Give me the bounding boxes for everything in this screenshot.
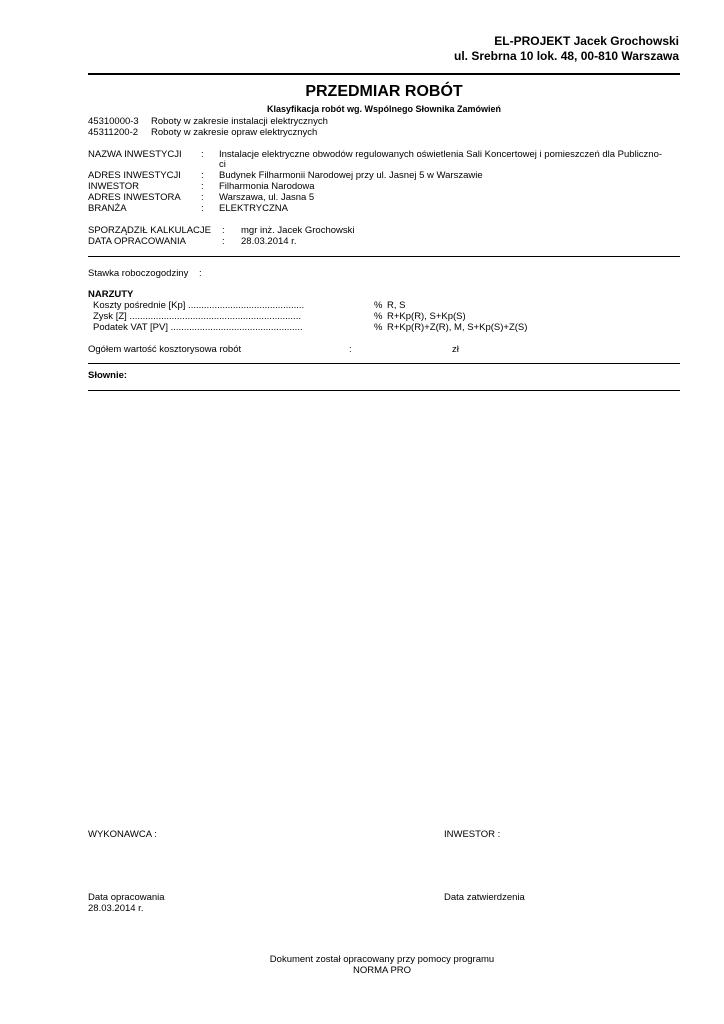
surcharge-basis: R, S bbox=[387, 300, 406, 311]
field-label: Ogółem wartość kosztorysowa robót bbox=[88, 344, 242, 355]
field-value: ELEKTRYCZNA bbox=[219, 203, 288, 214]
section-divider bbox=[88, 390, 680, 391]
section-divider bbox=[88, 256, 680, 257]
header-divider bbox=[88, 73, 680, 75]
footer-line2: NORMA PRO bbox=[352, 965, 412, 976]
field-colon: : bbox=[201, 203, 204, 214]
field-colon: : bbox=[222, 236, 225, 247]
field-colon: : bbox=[349, 344, 352, 355]
field-value: Instalacje elektryczne obwodów regulowanych oświetlenia Sali Koncertowej i pomieszczeń dla Publiczno- bbox=[219, 149, 663, 160]
surcharge-unit: % bbox=[374, 322, 383, 333]
surcharge-basis: R+Kp(R), S+Kp(S) bbox=[387, 311, 466, 322]
field-colon: : bbox=[201, 181, 204, 192]
footer-line1: Dokument został opracowany przy pomocy programu bbox=[269, 954, 495, 965]
field-label: NAZWA INWESTYCJI bbox=[88, 149, 182, 160]
field-colon: : bbox=[201, 170, 204, 181]
surcharge-unit: % bbox=[374, 311, 383, 322]
field-currency: zł bbox=[452, 344, 459, 355]
contractor-signature-label: WYKONAWCA : bbox=[88, 829, 157, 840]
approval-date-label: Data zatwierdzenia bbox=[444, 892, 525, 903]
company-name: EL-PROJEKT Jacek Grochowski bbox=[494, 34, 679, 48]
field-label: ADRES INWESTORA bbox=[88, 192, 181, 203]
field-label: DATA OPRACOWANIA bbox=[88, 236, 187, 247]
field-value: mgr inż. Jacek Grochowski bbox=[241, 225, 355, 236]
page-title: PRZEDMIAR ROBÓT bbox=[305, 83, 463, 100]
field-label: Stawka roboczogodziny bbox=[88, 268, 189, 279]
surcharge-label: Koszty pośrednie [Kp] ............................................ bbox=[93, 300, 305, 311]
surcharge-label: Zysk [Z] ................................................................. bbox=[93, 311, 301, 322]
investor-signature-label: INWESTOR : bbox=[444, 829, 501, 840]
field-value: Budynek Filharmonii Narodowej przy ul. Jasnej 5 w Warszawie bbox=[219, 170, 483, 181]
field-colon: : bbox=[201, 192, 204, 203]
classification-code: 45310000-3 bbox=[88, 116, 139, 127]
field-label: ADRES INWESTYCJI bbox=[88, 170, 181, 181]
field-label: SPORZĄDZIŁ KALKULACJE bbox=[88, 225, 212, 236]
field-colon: : bbox=[222, 225, 225, 236]
surcharge-label: Podatek VAT [PV] .................................................. bbox=[93, 322, 303, 333]
field-label: BRANŻA bbox=[88, 203, 127, 214]
surcharge-basis: R+Kp(R)+Z(R), M, S+Kp(S)+Z(S) bbox=[387, 322, 528, 333]
section-divider bbox=[88, 363, 680, 364]
company-address: ul. Srebrna 10 lok. 48, 00-810 Warszawa bbox=[454, 49, 679, 63]
amount-in-words-label: Słownie: bbox=[88, 370, 128, 381]
field-label: INWESTOR bbox=[88, 181, 140, 192]
classification-label: Roboty w zakresie instalacji elektrycznych bbox=[151, 116, 328, 127]
surcharges-heading-text: NARZUTY bbox=[88, 289, 134, 300]
classification-label: Roboty w zakresie opraw elektrycznych bbox=[151, 127, 318, 138]
surcharge-unit: % bbox=[374, 300, 383, 311]
classification-heading: Klasyfikacja robót wg. Wspólnego Słownika Zamówień bbox=[266, 104, 502, 114]
field-value: Warszawa, ul. Jasna 5 bbox=[219, 192, 315, 203]
field-value-continuation: ci bbox=[219, 159, 226, 170]
preparation-date-label: Data opracowania bbox=[88, 892, 165, 903]
field-colon: : bbox=[201, 149, 204, 160]
field-colon: : bbox=[199, 268, 202, 279]
field-value: Filharmonia Narodowa bbox=[219, 181, 315, 192]
field-value: 28.03.2014 r. bbox=[241, 236, 297, 247]
classification-code: 45311200-2 bbox=[88, 127, 139, 138]
preparation-date-value: 28.03.2014 r. bbox=[88, 903, 144, 914]
